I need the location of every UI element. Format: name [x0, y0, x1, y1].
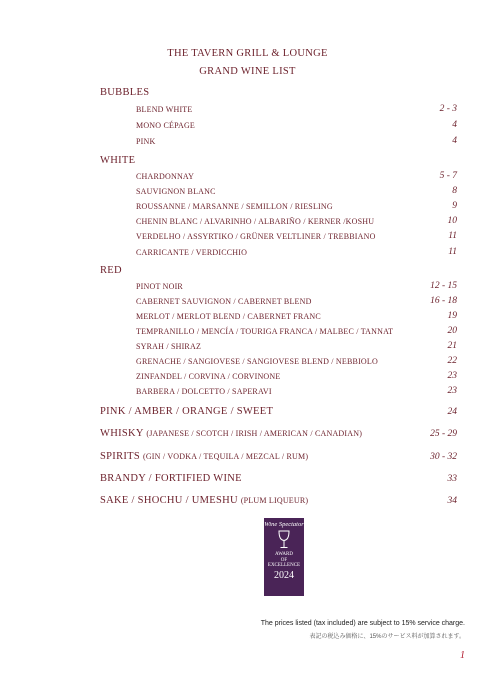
list-item-page: 8	[452, 186, 457, 196]
badge-award-line1: AWARD	[275, 552, 293, 557]
list-item-page: 16 - 18	[430, 296, 457, 306]
menu-title-line1: THE TAVERN GRILL & LOUNGE	[167, 48, 328, 59]
list-item-name: MERLOT / MERLOT BLEND / CABERNET FRANC	[136, 312, 321, 321]
badge-brand: Wine Spectator	[264, 521, 304, 528]
section-bubbles-heading: BUBBLES	[100, 87, 150, 98]
list-item-page: 20	[447, 326, 457, 336]
list-item-name: CABERNET SAUVIGNON / CABERNET BLEND	[136, 297, 312, 306]
list-item-name: CHARDONNAY	[136, 172, 195, 181]
list-item-page: 4	[452, 136, 457, 146]
section-spirits-heading	[100, 451, 308, 462]
badge-year: 2024	[274, 569, 294, 581]
list-item-page: 4	[452, 120, 457, 130]
list-item-name: CARRICANTE / VERDICCHIO	[136, 248, 248, 257]
list-item-name: GRENACHE / SANGIOVESE / SANGIOVESE BLEND / NEBBIOLO	[136, 357, 378, 366]
list-item-page: 10	[447, 216, 457, 226]
list-item-name: BARBERA / DOLCETTO / SAPERAVI	[136, 387, 272, 396]
list-item-name: PINOT NOIR	[136, 282, 183, 291]
wine-glass-icon	[276, 530, 292, 550]
list-item-name: CHENIN BLANC / ALVARINHO / ALBARIÑO / KERNER /KOSHU	[136, 217, 375, 226]
section-whisky-sub: (JAPANESE / SCOTCH / IRISH / AMERICAN / CANADIAN)	[146, 429, 363, 438]
list-item-page: 19	[447, 311, 457, 321]
section-sake-heading	[100, 495, 308, 506]
list-item-name: TEMPRANILLO / MENCÍA / TOURIGA FRANCA / MALBEC / TANNAT	[136, 327, 394, 336]
list-item-name: SYRAH / SHIRAZ	[136, 342, 202, 351]
section-white-heading: WHITE	[100, 155, 136, 166]
section-brandy-heading: BRANDY / FORTIFIED WINE	[100, 473, 242, 484]
section-spirits-label: SPIRITS	[100, 451, 141, 462]
section-whisky-heading	[100, 428, 362, 439]
list-item-page: 9	[452, 201, 457, 211]
section-spirits-sub: (GIN / VODKA / TEQUILA / MEZCAL / RUM)	[142, 452, 309, 461]
section-spirits-page: 30 - 32	[430, 452, 457, 462]
section-red-heading: RED	[100, 265, 122, 276]
service-charge-note-en: The prices listed (tax included) are subject to 15% service charge.	[260, 620, 465, 627]
list-item-page: 23	[447, 386, 457, 396]
list-item-page: 5 - 7	[439, 171, 457, 181]
list-item-name: MONO CÉPAGE	[136, 121, 196, 130]
badge-award-line3: EXCELLENCE	[267, 563, 301, 568]
list-item-page: 23	[447, 371, 457, 381]
list-item-page: 21	[447, 341, 457, 351]
section-brandy-page: 33	[447, 474, 457, 484]
list-item-name: SAUVIGNON BLANC	[136, 187, 216, 196]
section-pink-heading: PINK / AMBER / ORANGE / SWEET	[100, 406, 274, 417]
list-item-name: ZINFANDEL / CORVINA / CORVINONE	[136, 372, 281, 381]
page-number: 1	[460, 650, 465, 661]
list-item-page: 2 - 3	[439, 104, 457, 114]
section-whisky-page: 25 - 29	[430, 429, 457, 439]
list-item-page: 11	[448, 247, 457, 257]
badge-award-line2: OF	[280, 557, 288, 563]
section-pink-page: 24	[447, 407, 457, 417]
section-sake-page: 34	[447, 496, 457, 506]
list-item-name: PINK	[136, 137, 156, 146]
section-sake-label: SAKE / SHOCHU / UMESHU	[100, 495, 238, 506]
list-item-page: 11	[448, 231, 457, 241]
section-whisky-label: WHISKY	[100, 428, 144, 439]
list-item-name: ROUSSANNE / MARSANNE / SEMILLON / RIESLING	[136, 202, 333, 211]
list-item-name: VERDELHO / ASSYRTIKO / GRÜNER VELTLINER / TREBBIANO	[136, 232, 376, 241]
section-sake-sub: (PLUM LIQUEUR)	[240, 496, 309, 505]
menu-title-line2: GRAND WINE LIST	[199, 66, 296, 77]
service-charge-note-jp: 表記の税込み価格に、15%のサービス料が加算されます。	[309, 634, 465, 640]
badge-award-text	[264, 552, 304, 569]
list-item-page: 22	[447, 356, 457, 366]
list-item-page: 12 - 15	[430, 281, 457, 291]
award-badge	[264, 518, 304, 596]
list-item-name: BLEND WHITE	[136, 105, 193, 114]
